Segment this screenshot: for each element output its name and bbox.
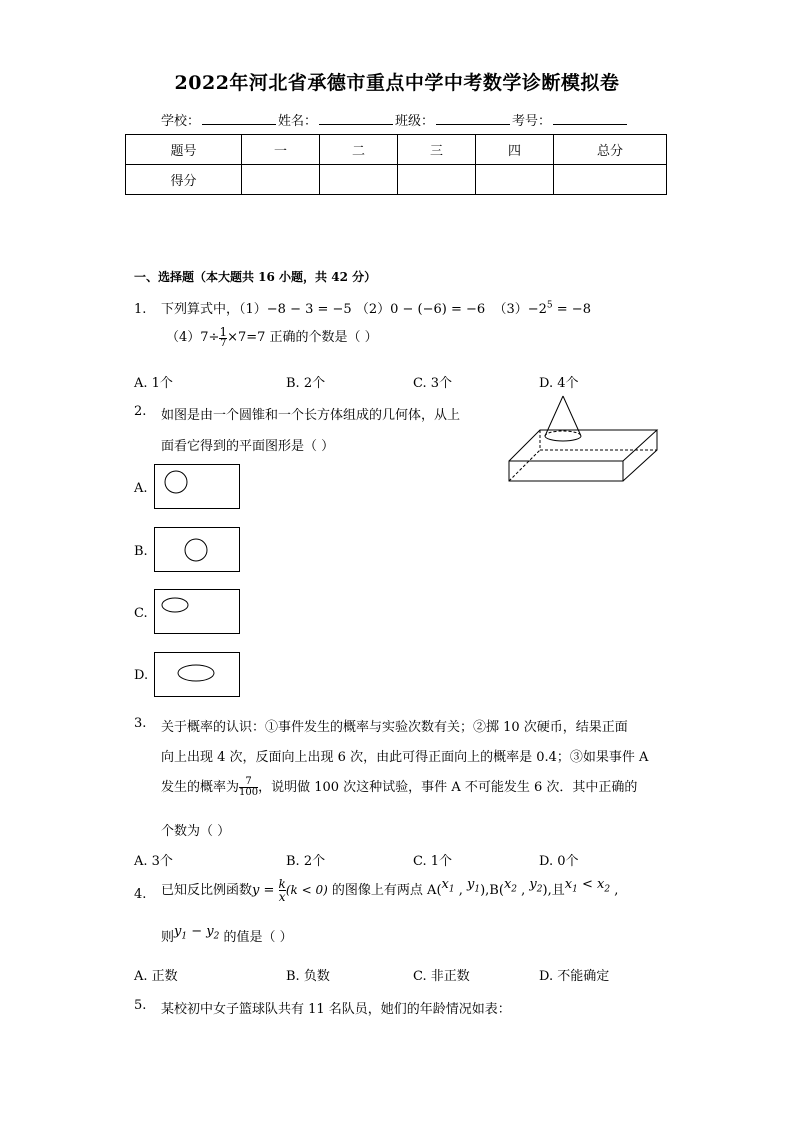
score-cell: [398, 165, 476, 195]
q4-line2b: 的值是（ ）: [219, 930, 293, 945]
cone-cuboid-figure: [505, 392, 663, 484]
score-header-cell: 一: [242, 135, 320, 165]
score-header-cell: 三: [398, 135, 476, 165]
q4-text-c: ),B(: [480, 883, 504, 898]
q4-k: k: [278, 877, 286, 891]
q2-option-b-figure: [154, 527, 240, 572]
q2-option-b-label: B.: [134, 544, 148, 559]
q3-option-c: C. 1个: [413, 854, 453, 869]
q1-expr3-exp: 5: [546, 300, 553, 311]
q4-text-d: ),且: [542, 883, 565, 898]
score-row-label: 得分: [126, 165, 242, 195]
q2-line2: 面看它得到的平面图形是（ ）: [161, 439, 335, 454]
page-title: 2022年河北省承德市重点中学中考数学诊断模拟卷: [174, 72, 620, 94]
name-blank: [319, 112, 393, 125]
score-table: [125, 134, 667, 195]
q3-line1: 关于概率的认识：①事件发生的概率与实验次数有关；②掷 10 次硬币，结果正面: [161, 720, 628, 735]
q1-number: 1.: [134, 302, 147, 317]
q2-option-a-label: A.: [134, 481, 148, 496]
q1-option-d: D. 4个: [539, 376, 579, 391]
q5-number: 5.: [134, 998, 147, 1013]
q1-p4-rest: ×7=7 正确的个数是（ ）: [227, 330, 378, 345]
q4-k-over-x: [279, 878, 286, 903]
q4-text-b: 的图像上有两点 A(: [331, 883, 442, 898]
q2-option-d-figure: [154, 652, 240, 697]
q3-frac-num: 7: [245, 776, 252, 787]
cuboid-top-edges: [509, 430, 657, 461]
q1-fraction: [219, 326, 227, 349]
q1-option-c: C. 3个: [413, 376, 453, 391]
q1-frac-num: 1: [219, 325, 228, 339]
q4-comma2: ,: [517, 883, 530, 898]
q5-text: 某校初中女子篮球队共有 11 名队员，她们的年龄情况如表：: [161, 1002, 511, 1017]
q1-line1: [161, 298, 591, 317]
q4-option-a: A. 正数: [134, 969, 178, 984]
score-header-cell: 总分: [554, 135, 667, 165]
q1-option-b: B. 2个: [286, 376, 326, 391]
name-label: 姓名：: [278, 114, 318, 129]
score-cell: [242, 165, 320, 195]
q1-expr3-rest: = −8: [552, 302, 591, 317]
score-cell: [554, 165, 667, 195]
cuboid-front-face: [509, 461, 623, 481]
q3-option-b: B. 2个: [286, 854, 326, 869]
q2-option-c-label: C.: [134, 606, 148, 621]
q3-line3a: 发生的概率为: [161, 780, 240, 795]
q3-line2: 向上出现 4 次，反面向上出现 6 次，由此可得正面向上的概率是 0.4；③如果事件 A: [161, 750, 649, 765]
q4-text-a: 已知反比例函数: [161, 883, 253, 898]
cuboid-right-edges: [623, 430, 657, 481]
q4-x1: $x_1$: [441, 877, 455, 895]
school-blank: [202, 112, 276, 125]
q3-option-a: A. 3个: [134, 854, 173, 869]
score-header-cell: 四: [476, 135, 554, 165]
q1-p4: （4）7÷: [166, 330, 220, 345]
q4-x: x: [278, 890, 286, 904]
q4-line1: [161, 877, 618, 909]
q1-option-a: A. 1个: [134, 376, 173, 391]
q4-y: y: [252, 883, 260, 898]
q4-diff: $y_1 - y_2$: [174, 924, 220, 942]
q1-expr3: [528, 302, 591, 317]
class-label: 班级：: [395, 114, 435, 129]
q4-number: 4.: [134, 887, 147, 902]
q2-line1: 如图是由一个圆锥和一个长方体组成的几何体，从上: [161, 408, 461, 423]
option-b-circle: [155, 528, 239, 571]
q4-text-e: ,: [610, 883, 619, 898]
q3-line3b: ，说明做 100 次这种试验，事件 A 不可能发生 6 次．其中正确的: [258, 780, 638, 795]
q4-cond: (k < 0): [285, 883, 328, 897]
q4-y2: $y_2$: [529, 877, 543, 895]
cone-base-front: [545, 436, 581, 441]
q1-p3: （3）: [493, 302, 528, 317]
q1-frac-den: 7: [220, 338, 227, 349]
option-c-ellipse: [155, 590, 239, 633]
q1-stem: 下列算式中，（1）: [161, 302, 267, 317]
q3-line4: 个数为（ ）: [161, 824, 231, 839]
q4-option-d: D. 不能确定: [539, 969, 610, 984]
q3-line3: [161, 776, 637, 798]
id-label: 考号：: [512, 114, 552, 129]
school-label: 学校：: [161, 114, 201, 129]
q4-y1: $y_1$: [467, 877, 481, 895]
score-header-cell: 题号: [126, 135, 242, 165]
student-info-line: [161, 110, 629, 129]
q1-expr1: −8 − 3 = −5: [266, 302, 352, 317]
option-d-ellipse: [155, 653, 239, 696]
option-a-circle: [155, 465, 239, 508]
score-table-row: [126, 165, 667, 195]
q3-frac-den: 100: [239, 787, 259, 798]
q4-option-b: B. 负数: [286, 969, 330, 984]
q3-option-d: D. 0个: [539, 854, 579, 869]
id-blank: [553, 112, 627, 125]
q3-fraction: [239, 777, 258, 798]
q2-number: 2.: [134, 404, 147, 419]
q2-option-d-label: D.: [134, 668, 149, 683]
q1-line2: [166, 326, 378, 349]
q2-option-c-figure: [154, 589, 240, 634]
q4-line2a: 则: [161, 930, 175, 945]
q4-eq: =: [259, 883, 279, 898]
q2-option-a-figure: [154, 464, 240, 509]
q1-p2: （2）: [355, 302, 391, 317]
q4-comma1: ,: [454, 883, 467, 898]
q1-expr3-base: −2: [527, 302, 547, 317]
score-cell: [320, 165, 398, 195]
score-table-header-row: [126, 135, 667, 165]
q4-inequality: $x_1 < x_2$: [564, 877, 611, 895]
section-heading: 一、选择题（本大题共 16 小题，共 42 分）: [134, 270, 377, 284]
cone-base-back: [545, 431, 581, 436]
q1-expr2: 0 − (−6) = −6: [390, 302, 486, 317]
q4-line2: [161, 926, 293, 948]
score-cell: [476, 165, 554, 195]
q3-number: 3.: [134, 716, 147, 731]
cuboid-hidden-edge: [509, 450, 540, 481]
q4-x2: $x_2$: [503, 877, 518, 895]
class-blank: [436, 112, 510, 125]
score-header-cell: 二: [320, 135, 398, 165]
q4-option-c: C. 非正数: [413, 969, 470, 984]
